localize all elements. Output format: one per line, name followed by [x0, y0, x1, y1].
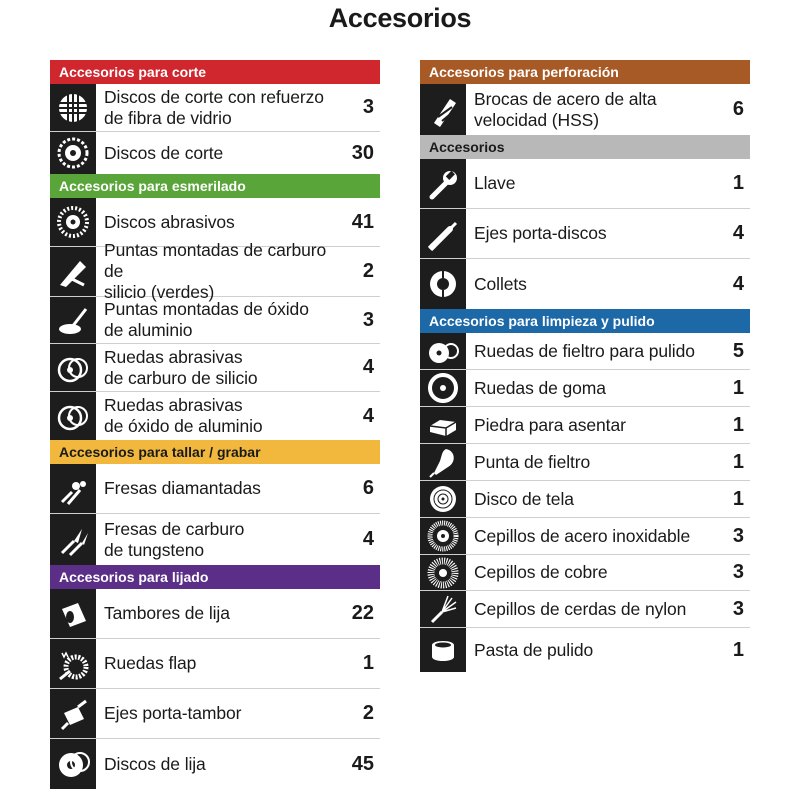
wrench-icon	[420, 159, 466, 208]
item-label: Discos de lija	[104, 753, 206, 774]
item-quantity: 41	[351, 210, 374, 233]
item-label: Tambores de lija	[104, 603, 230, 623]
item-label: Cepillos de cerdas de nylon	[474, 598, 687, 619]
item-label: Ruedas abrasivas de carburo de silicio	[104, 346, 258, 388]
list-item	[50, 464, 380, 514]
cutting-disc-icon	[50, 132, 96, 174]
item-label: Ruedas abrasivas de óxido de aluminio	[104, 395, 263, 436]
list-item	[50, 132, 380, 174]
item-quantity: 4	[732, 222, 744, 244]
item-label: Llave	[474, 173, 516, 193]
mandrel-icon	[420, 209, 466, 258]
item-label: Fresas de carburo de tungsteno	[104, 518, 245, 560]
item-quantity: 4	[362, 356, 374, 378]
mounted-point-round-icon	[50, 297, 96, 343]
list-item	[50, 514, 380, 565]
steel-brush-icon	[420, 518, 466, 554]
list-item	[420, 555, 750, 591]
wheels-icon	[50, 392, 96, 440]
rubber-wheel-icon	[420, 370, 466, 406]
item-label: Ejes porta-tambor	[104, 703, 242, 723]
item-quantity: 2	[362, 260, 374, 282]
mounted-point-icon	[50, 247, 96, 296]
list-item	[50, 297, 380, 344]
column-right	[420, 60, 750, 672]
category-header: Accesorios para limpieza y pulido	[420, 309, 750, 333]
item-quantity: 4	[362, 404, 374, 427]
list-item	[420, 518, 750, 555]
list-item	[420, 84, 750, 135]
carbide-bit-icon	[50, 514, 96, 565]
list-item	[50, 84, 380, 132]
item-label: Ruedas de fieltro para pulido	[474, 340, 695, 361]
item-label: Collets	[474, 273, 527, 294]
item-quantity: 1	[732, 487, 744, 510]
item-quantity: 3	[362, 308, 374, 331]
drum-mandrel-icon	[50, 689, 96, 738]
sanding-drum-icon	[50, 589, 96, 638]
item-quantity: 4	[732, 272, 744, 295]
column-left	[50, 60, 380, 789]
item-quantity: 2	[362, 702, 374, 724]
item-label: Brocas de acero de alta velocidad (HSS)	[474, 88, 657, 130]
list-item	[420, 444, 750, 481]
flap-wheel-icon	[50, 639, 96, 688]
item-quantity: 1	[732, 638, 744, 661]
list-item	[420, 481, 750, 518]
item-label: Disco de tela	[474, 488, 574, 509]
list-item	[420, 333, 750, 370]
polishing-paste-icon	[420, 628, 466, 672]
item-label: Cepillos de cobre	[474, 562, 608, 582]
category-header: Accesorios para esmerilado	[50, 174, 380, 198]
list-item	[420, 591, 750, 628]
item-label: Discos de corte	[104, 142, 224, 163]
collet-icon	[420, 259, 466, 309]
item-quantity: 3	[732, 597, 744, 620]
list-item	[50, 344, 380, 392]
item-quantity: 22	[351, 602, 374, 624]
item-quantity: 1	[732, 376, 744, 399]
item-quantity: 1	[362, 652, 374, 674]
list-item	[50, 689, 380, 739]
list-item	[50, 589, 380, 639]
stone-icon	[420, 407, 466, 443]
list-item	[50, 392, 380, 440]
copper-brush-icon	[420, 555, 466, 590]
sanding-disc-icon	[50, 739, 96, 789]
cloth-disc-icon	[420, 481, 466, 517]
diamond-bit-icon	[50, 464, 96, 513]
item-label: Puntas montadas de carburo de silicio (verdes)	[104, 240, 327, 302]
list-item	[50, 739, 380, 789]
category-header: Accesorios	[420, 135, 750, 159]
item-label: Cepillos de acero inoxidable	[474, 525, 691, 546]
item-quantity: 3	[362, 96, 374, 118]
item-quantity: 6	[732, 98, 744, 120]
item-quantity: 6	[362, 477, 374, 499]
list-item	[420, 628, 750, 672]
list-item	[50, 240, 380, 302]
item-quantity: 1	[732, 172, 744, 194]
item-quantity: 45	[351, 752, 374, 775]
item-label: Discos de corte con refuerzo de fibra de vidrio	[104, 86, 324, 128]
category-header: Accesorios para perforación	[420, 60, 750, 84]
nylon-brush-icon	[420, 591, 466, 627]
item-label: Pasta de pulido	[474, 639, 594, 660]
category-header: Accesorios para tallar / grabar	[50, 440, 380, 464]
item-quantity: 3	[732, 561, 744, 583]
abrasive-disc-icon	[50, 198, 96, 246]
item-quantity: 4	[362, 528, 374, 550]
item-label: Ejes porta-discos	[474, 223, 607, 243]
item-label: Puntas montadas de óxido de aluminio	[104, 299, 309, 340]
category-header: Accesorios para corte	[50, 60, 380, 84]
item-quantity: 30	[351, 141, 374, 164]
item-label: Fresas diamantadas	[104, 478, 261, 498]
list-item	[420, 159, 750, 209]
item-label: Ruedas flap	[104, 653, 197, 673]
item-quantity: 1	[732, 450, 744, 473]
category-header: Accesorios para lijado	[50, 565, 380, 589]
list-item	[50, 639, 380, 689]
item-label: Ruedas de goma	[474, 377, 606, 398]
item-label: Discos abrasivos	[104, 211, 235, 232]
list-item	[420, 370, 750, 407]
drill-bit-icon	[420, 84, 466, 135]
item-quantity: 1	[732, 413, 744, 436]
felt-point-icon	[420, 444, 466, 480]
wheels-icon	[50, 344, 96, 391]
grid-disc-icon	[50, 84, 96, 131]
page-title: Accesorios	[328, 3, 472, 33]
item-label: Piedra para asentar	[474, 414, 626, 435]
item-quantity: 3	[732, 524, 744, 547]
item-quantity: 5	[732, 339, 744, 362]
list-item	[420, 407, 750, 444]
list-item	[420, 209, 750, 259]
felt-wheels-icon	[420, 333, 466, 369]
item-label: Punta de fieltro	[474, 451, 591, 472]
list-item	[420, 259, 750, 309]
